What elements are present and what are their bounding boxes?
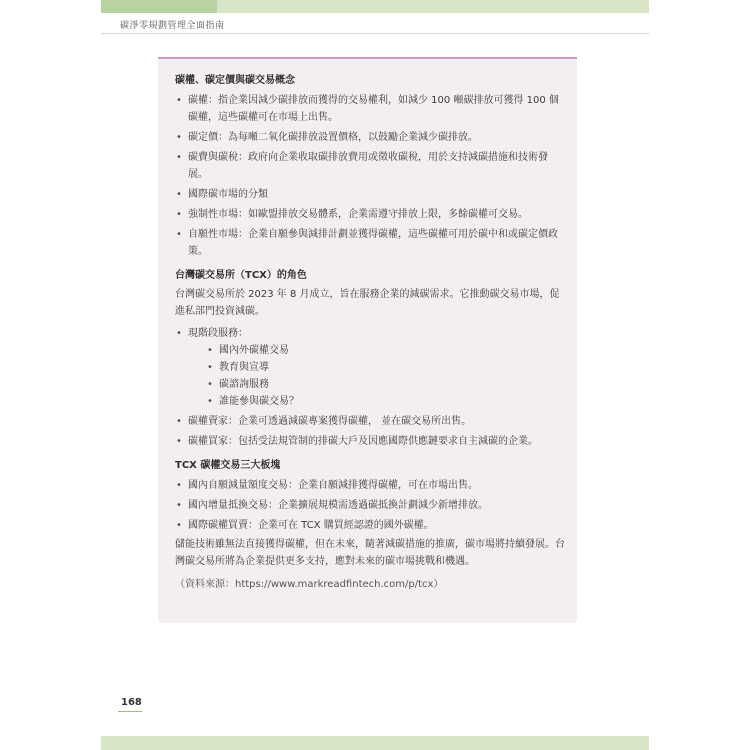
list-item: • 國內自願減量額度交易：企業自願減排獲得碳權，可在市場出售。 (175, 477, 567, 494)
list-item: • 碳權：指企業因減少碳排放而獲得的交易權利，如減少 100 噸碳排放可獲得 100 個碳權，這些碳權可在市場上出售。 (175, 92, 567, 126)
list-item: • 碳權買家：包括受法規管制的排碳大戶及因應國際供應鏈要求自主減碳的企業。 (175, 433, 567, 450)
closing-paragraph: 儲能技術雖無法直接獲得碳權，但在未來，隨著減碳措施的推廣，碳市場將持續發展。台灣碳交易所將為企業提供更多支持，應對未來的碳市場挑戰和機遇。 (175, 539, 565, 567)
section-title-tcx-role: 台灣碳交易所（TCX）的角色 (175, 270, 307, 281)
page-number: 168 (121, 697, 142, 708)
services-label: 現階段服務： (188, 328, 248, 339)
list-item: • 強制性市場：如歐盟排放交易體系，企業需遵守排放上限，多餘碳權可交易。 (175, 206, 567, 223)
list-item: • 國際碳權買賣：企業可在 TCX 購買經認證的國外碳權。 (175, 517, 567, 534)
sublist-item: • 教育與宣導 (188, 359, 567, 376)
header-band-accent (101, 0, 217, 13)
list-item: • 國內增量抵換交易：企業擴展規模需透過碳抵換計劃減少新增排放。 (175, 497, 567, 514)
tcx-segments-list (175, 477, 567, 534)
list-item: • 國際碳市場的分類 (175, 186, 567, 203)
tcx-role-list (175, 325, 567, 450)
sublist-item: • 國內外碳權交易 (188, 342, 567, 359)
list-item: • 碳權賣家：企業可透過減碳專案獲得碳權， 並在碳交易所出售。 (175, 413, 567, 430)
list-item: • 碳定價：為每噸二氧化碳排放設置價格，以鼓勵企業減少碳排放。 (175, 129, 567, 146)
footer-band (101, 736, 649, 750)
list-item: • 碳費與碳稅：政府向企業收取碳排放費用或徵收碳稅，用於支持減碳措施和技術發展。 (175, 149, 567, 183)
header-divider (101, 33, 649, 34)
section-title-carbon-concepts: 碳權、碳定價與碳交易概念 (175, 75, 295, 86)
source-citation: （資料來源：https://www.markreadfintech.com/p/tcx） (175, 579, 444, 590)
sublist-item: • 碳諮詢服務 (188, 376, 567, 393)
tcx-intro-paragraph: 台灣碳交易所於 2023 年 8 月成立，旨在服務企業的減碳需求。它推動碳交易市場，促進私部門投資減碳。 (175, 289, 560, 317)
info-box-content (175, 68, 567, 593)
carbon-concepts-list (175, 92, 567, 260)
section-title-tcx-segments: TCX 碳權交易三大板塊 (175, 460, 281, 471)
list-item: • 自願性市場：企業自願參與減排計劃並獲得碳權，這些碳權可用於碳中和或碳定價政策。 (175, 226, 567, 260)
sublist-item: • 誰能參與碳交易？ (188, 393, 567, 410)
page-number-underline (118, 711, 142, 712)
list-item (175, 325, 567, 410)
services-sublist (188, 342, 567, 410)
running-header-title: 碳淨零規劃管理全面指南 (120, 21, 225, 31)
